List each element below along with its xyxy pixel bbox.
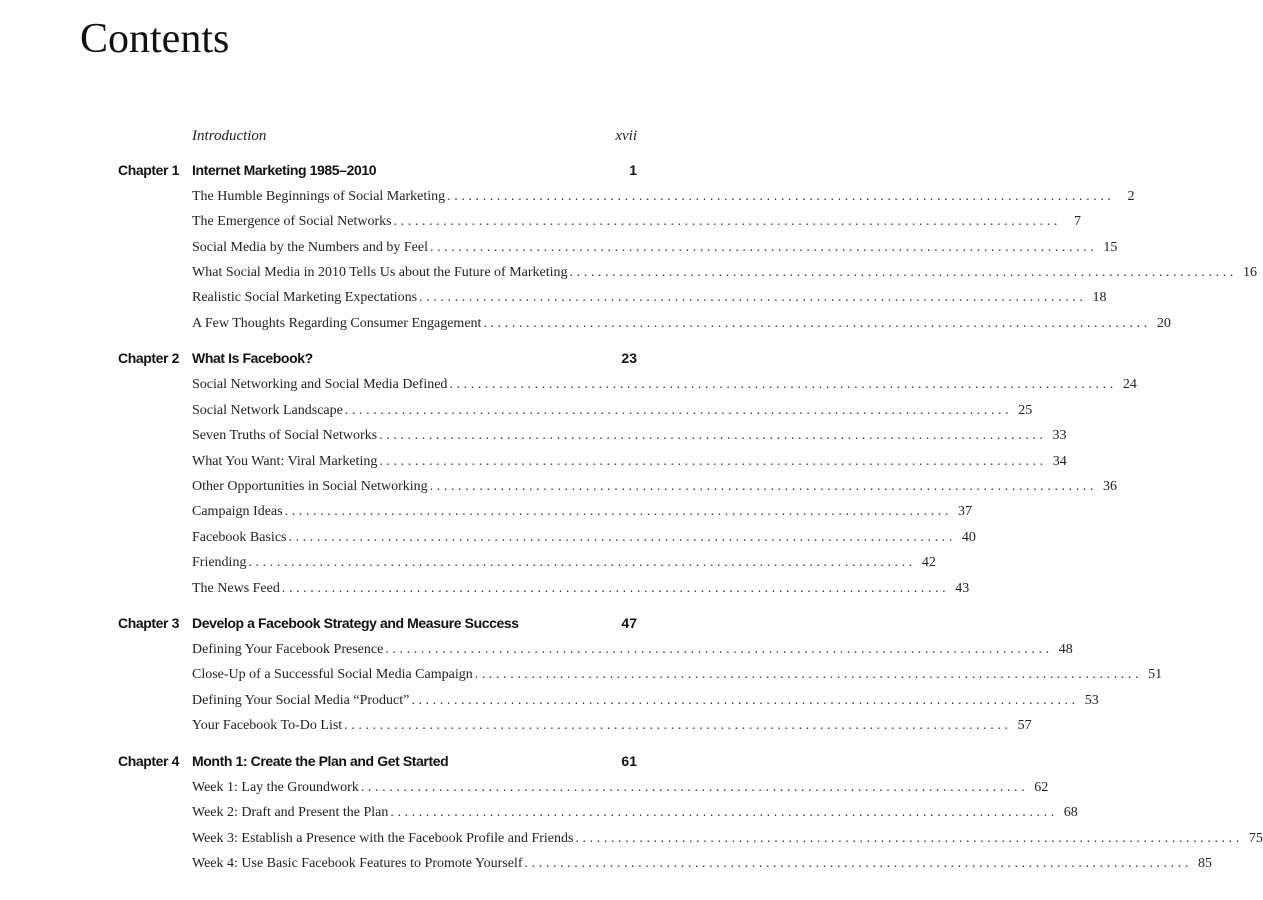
dot-leader: .............................................................................................. [575, 831, 1243, 846]
entry-title: What You Want: Viral Marketing [192, 454, 378, 469]
chapter-title: What Is Facebook? [192, 350, 313, 366]
entry-title: Campaign Ideas [192, 504, 283, 519]
dot-leader: .............................................................................................. [344, 403, 1013, 418]
toc-entry[interactable] [0, 452, 1067, 472]
chapter-label: Chapter 4 [118, 753, 179, 769]
dot-leader: .............................................................................................. [248, 555, 916, 570]
entry-page: 37 [958, 504, 972, 519]
chapter-label: Chapter 3 [118, 615, 179, 631]
entry-page: 68 [1063, 805, 1078, 820]
dot-leader: .............................................................................................. [569, 265, 1237, 280]
chapter-page: 47 [621, 615, 637, 631]
entry-page: 20 [1156, 316, 1171, 331]
entry-title: Social Network Landscape [192, 403, 343, 418]
dot-leader: .............................................................................................. [449, 377, 1117, 392]
entry-title: Other Opportunities in Social Networking [192, 479, 428, 494]
entry-page: 25 [1018, 403, 1033, 418]
dot-leader: .............................................................................................. [385, 642, 1053, 657]
toc-entry[interactable] [0, 691, 1099, 711]
introduction-label: Introduction [192, 128, 267, 144]
entry-page: 48 [1058, 642, 1073, 657]
entry-title: Defining Your Social Media “Product” [192, 693, 410, 708]
entry-title: Week 2: Draft and Present the Plan [192, 805, 389, 820]
toc-entry[interactable] [0, 803, 1078, 823]
entry-title: Social Media by the Numbers and by Feel [192, 240, 429, 255]
chapter-page: 61 [621, 753, 637, 769]
entry-page: 34 [1052, 454, 1067, 469]
toc-entry[interactable] [0, 665, 1163, 685]
dot-leader: .............................................................................................. [393, 214, 1061, 229]
toc-entry[interactable] [0, 579, 970, 599]
dot-leader: .............................................................................................. [281, 581, 950, 596]
entry-title: Week 3: Establish a Presence with the Facebook Profile and Friends [192, 831, 574, 846]
dot-leader: .............................................................................................. [379, 428, 1047, 443]
entry-title: Your Facebook To-Do List [192, 718, 343, 733]
dot-leader: .............................................................................................. [360, 780, 1029, 795]
toc-entry[interactable] [0, 212, 1081, 232]
chapter-heading[interactable] [0, 348, 800, 368]
dot-leader: .............................................................................................. [447, 189, 1115, 204]
entry-title: Defining Your Facebook Presence [192, 642, 384, 657]
toc-entry[interactable] [0, 553, 936, 573]
chapter-label: Chapter 2 [118, 350, 179, 366]
entry-title: The Emergence of Social Networks [192, 214, 392, 229]
entry-title: Week 4: Use Basic Facebook Features to Promote Yourself [192, 856, 523, 871]
chapter-title: Internet Marketing 1985–2010 [192, 162, 377, 178]
dot-leader: .............................................................................................. [524, 856, 1192, 871]
entry-title: Friending [192, 555, 247, 570]
toc-entry[interactable] [0, 829, 1263, 849]
toc-entry[interactable] [0, 502, 972, 522]
entry-page: 85 [1197, 856, 1212, 871]
entry-page: 53 [1084, 693, 1099, 708]
chapter-heading[interactable] [0, 613, 800, 633]
dot-leader: .............................................................................................. [429, 479, 1098, 494]
toc-entry[interactable] [0, 288, 1107, 308]
entry-page: 40 [961, 530, 976, 545]
entry-title: What Social Media in 2010 Tells Us about the Future of Marketing [192, 265, 568, 280]
entry-page: 33 [1052, 428, 1067, 443]
entry-page: 62 [1034, 780, 1049, 795]
dot-leader: .............................................................................................. [390, 805, 1058, 820]
entry-page: 36 [1103, 479, 1118, 494]
dot-leader: .............................................................................................. [288, 530, 956, 545]
introduction-page: xvii [615, 128, 637, 144]
entry-title: Facebook Basics [192, 530, 287, 545]
toc-entry[interactable] [0, 854, 1212, 874]
toc-entry[interactable] [0, 640, 1073, 660]
chapter-page: 23 [621, 350, 637, 366]
entry-title: The Humble Beginnings of Social Marketing [192, 189, 446, 204]
entry-title: The News Feed [192, 581, 280, 596]
entry-title: Close-Up of a Successful Social Media Campaign [192, 667, 473, 682]
page-title: Contents [80, 16, 230, 62]
chapter-title: Develop a Facebook Strategy and Measure Success [192, 615, 519, 631]
toc-entry[interactable] [0, 778, 1049, 798]
toc-entry[interactable] [0, 477, 1118, 497]
entry-page: 42 [921, 555, 936, 570]
toc-entry[interactable] [0, 426, 1067, 446]
entry-page: 57 [1017, 718, 1032, 733]
dot-leader: .............................................................................................. [379, 454, 1047, 469]
entry-page: 18 [1092, 290, 1107, 305]
dot-leader: .............................................................................................. [284, 504, 952, 519]
toc-entry[interactable] [0, 238, 1118, 258]
entry-page: 15 [1103, 240, 1118, 255]
chapter-label: Chapter 1 [118, 162, 179, 178]
dot-leader: .............................................................................................. [474, 667, 1143, 682]
chapter-heading[interactable] [0, 751, 800, 771]
toc-introduction[interactable] [0, 126, 800, 146]
toc-entry[interactable] [0, 716, 1032, 736]
entry-page: 24 [1122, 377, 1137, 392]
toc-entry[interactable] [0, 401, 1033, 421]
chapter-page: 1 [629, 162, 637, 178]
entry-title: A Few Thoughts Regarding Consumer Engagement [192, 316, 482, 331]
entry-page: 75 [1248, 831, 1263, 846]
entry-page: 7 [1073, 214, 1081, 229]
dot-leader: .............................................................................................. [344, 718, 1012, 733]
toc-entry[interactable] [0, 528, 976, 548]
entry-page: 43 [955, 581, 970, 596]
dot-leader: .............................................................................................. [419, 290, 1087, 305]
dot-leader: .............................................................................................. [411, 693, 1079, 708]
dot-leader: .............................................................................................. [430, 240, 1098, 255]
entry-title: Week 1: Lay the Groundwork [192, 780, 359, 795]
entry-page: 2 [1127, 189, 1135, 204]
entry-page: 51 [1148, 667, 1163, 682]
entry-title: Seven Truths of Social Networks [192, 428, 378, 443]
toc-entry[interactable] [0, 375, 1137, 395]
toc-entry[interactable] [0, 263, 1257, 283]
toc-entry[interactable] [0, 187, 1135, 207]
entry-page: 16 [1242, 265, 1257, 280]
entry-title: Realistic Social Marketing Expectations [192, 290, 418, 305]
toc-entry[interactable] [0, 314, 1171, 334]
chapter-heading[interactable] [0, 160, 800, 180]
entry-title: Social Networking and Social Media Defined [192, 377, 448, 392]
chapter-title: Month 1: Create the Plan and Get Started [192, 753, 449, 769]
dot-leader: .............................................................................................. [483, 316, 1151, 331]
